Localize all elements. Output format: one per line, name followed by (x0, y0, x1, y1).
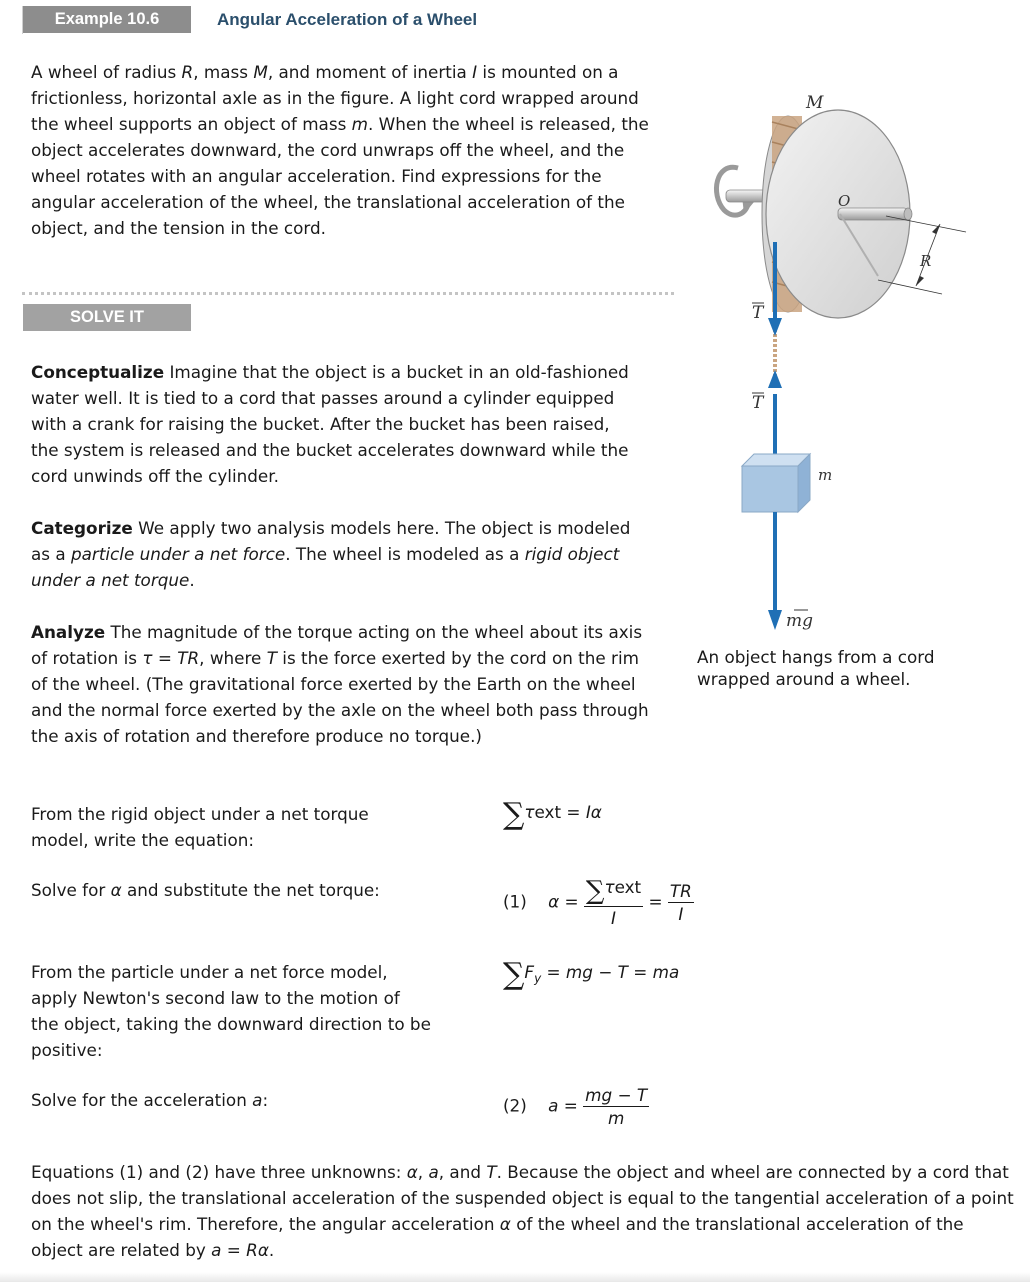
conclusion-paragraph: Equations (1) and (2) have three unknowns: α, a, and T. Because the object and wheel are connected by a cord that does not slip, the translational acceleration of the suspended object is equal to the tangential acceleration of a point on the wheel's rim. Therefore, the angular acceleration α of the wheel and the translational acceleration of the object are related by a = Rα. (31, 1162, 1014, 1260)
step1-equation: ∑τext = Iα (503, 797, 602, 832)
step3-equation: $\sum F_y$ = mg − T = ma (503, 957, 680, 992)
section-divider (22, 292, 674, 295)
label-m: m (818, 466, 833, 484)
label-R: R (920, 252, 932, 270)
step2-equation: (1) α = $\frac{\text{∑τext}}{I}$ = $\frac{TR}{I}$ (503, 876, 692, 928)
analyze-heading: Analyze (31, 622, 106, 642)
categorize-paragraph: Categorize We apply two analysis models here. The object is modeled as a particle under a net force. The wheel is modeled as a rigid object under a net torque. (31, 518, 631, 590)
equation-label-2: (2) (503, 1095, 527, 1116)
page-bottom-edge (0, 1272, 1030, 1282)
conceptualize-heading: Conceptualize (31, 362, 165, 382)
label-mg: mg (786, 611, 814, 631)
solve-it-tag: SOLVE IT (23, 304, 191, 331)
example-title: Angular Acceleration of a Wheel (217, 10, 478, 29)
step2-instruction: Solve for α and substitute the net torque: (31, 880, 380, 900)
step4-instruction: Solve for the acceleration a: (31, 1090, 269, 1110)
label-M: M (806, 93, 824, 113)
example-tag: Example 10.6 (23, 6, 191, 33)
categorize-heading: Categorize (31, 518, 133, 538)
figure-caption: An object hangs from a cord wrapped around a wheel. (697, 647, 935, 689)
step4-equation: (2) a = $\frac{mg - T}{m}$ (503, 1085, 648, 1128)
wheel-figure (690, 82, 1010, 642)
label-T-lower: T (752, 393, 764, 413)
analyze-paragraph: Analyze The magnitude of the torque acting on the wheel about its axis of rotation is τ = TR, where T is the force exerted by the cord on the rim of the wheel. (The gravitational force exerted by the Earth on the wheel and the normal force exerted by the axle on the wheel both pass through the axis of rotation and therefore produce no torque.) (31, 622, 649, 746)
conceptualize-paragraph (31, 359, 631, 489)
problem-statement: A wheel of radius R, mass M, and moment of inertia I is mounted on a frictionless, horizontal axle as in the figure. A light cord wrapped around the wheel supports an object of mass m. When the wheel is released, the object accelerates downward, the cord unwraps off the wheel, and the wheel rotates with an angular acceleration. Find expressions for the angular acceleration of the wheel, the translational acceleration of the object, and the tension in the cord. (31, 62, 649, 238)
step1-instruction: From the rigid object under a net torque model, write the equation: (31, 804, 369, 850)
conceptualize-text: Imagine that the object is a bucket in an old-fashioned water well. It is tied to a cord that passes around a cylinder equipped with a crank for raising the bucket. After the bucket has been raised, the system is released and the bucket accelerates downward while the cord unwinds off the cylinder. (31, 362, 629, 486)
equation-label-1: (1) (503, 891, 527, 912)
hanging-block (742, 466, 798, 512)
step3-instruction: From the particle under a net force model, apply Newton's second law to the motion of the object, taking the downward direction to be positive: (31, 962, 431, 1060)
label-O: O (838, 192, 851, 210)
label-T-upper: T (752, 303, 764, 323)
